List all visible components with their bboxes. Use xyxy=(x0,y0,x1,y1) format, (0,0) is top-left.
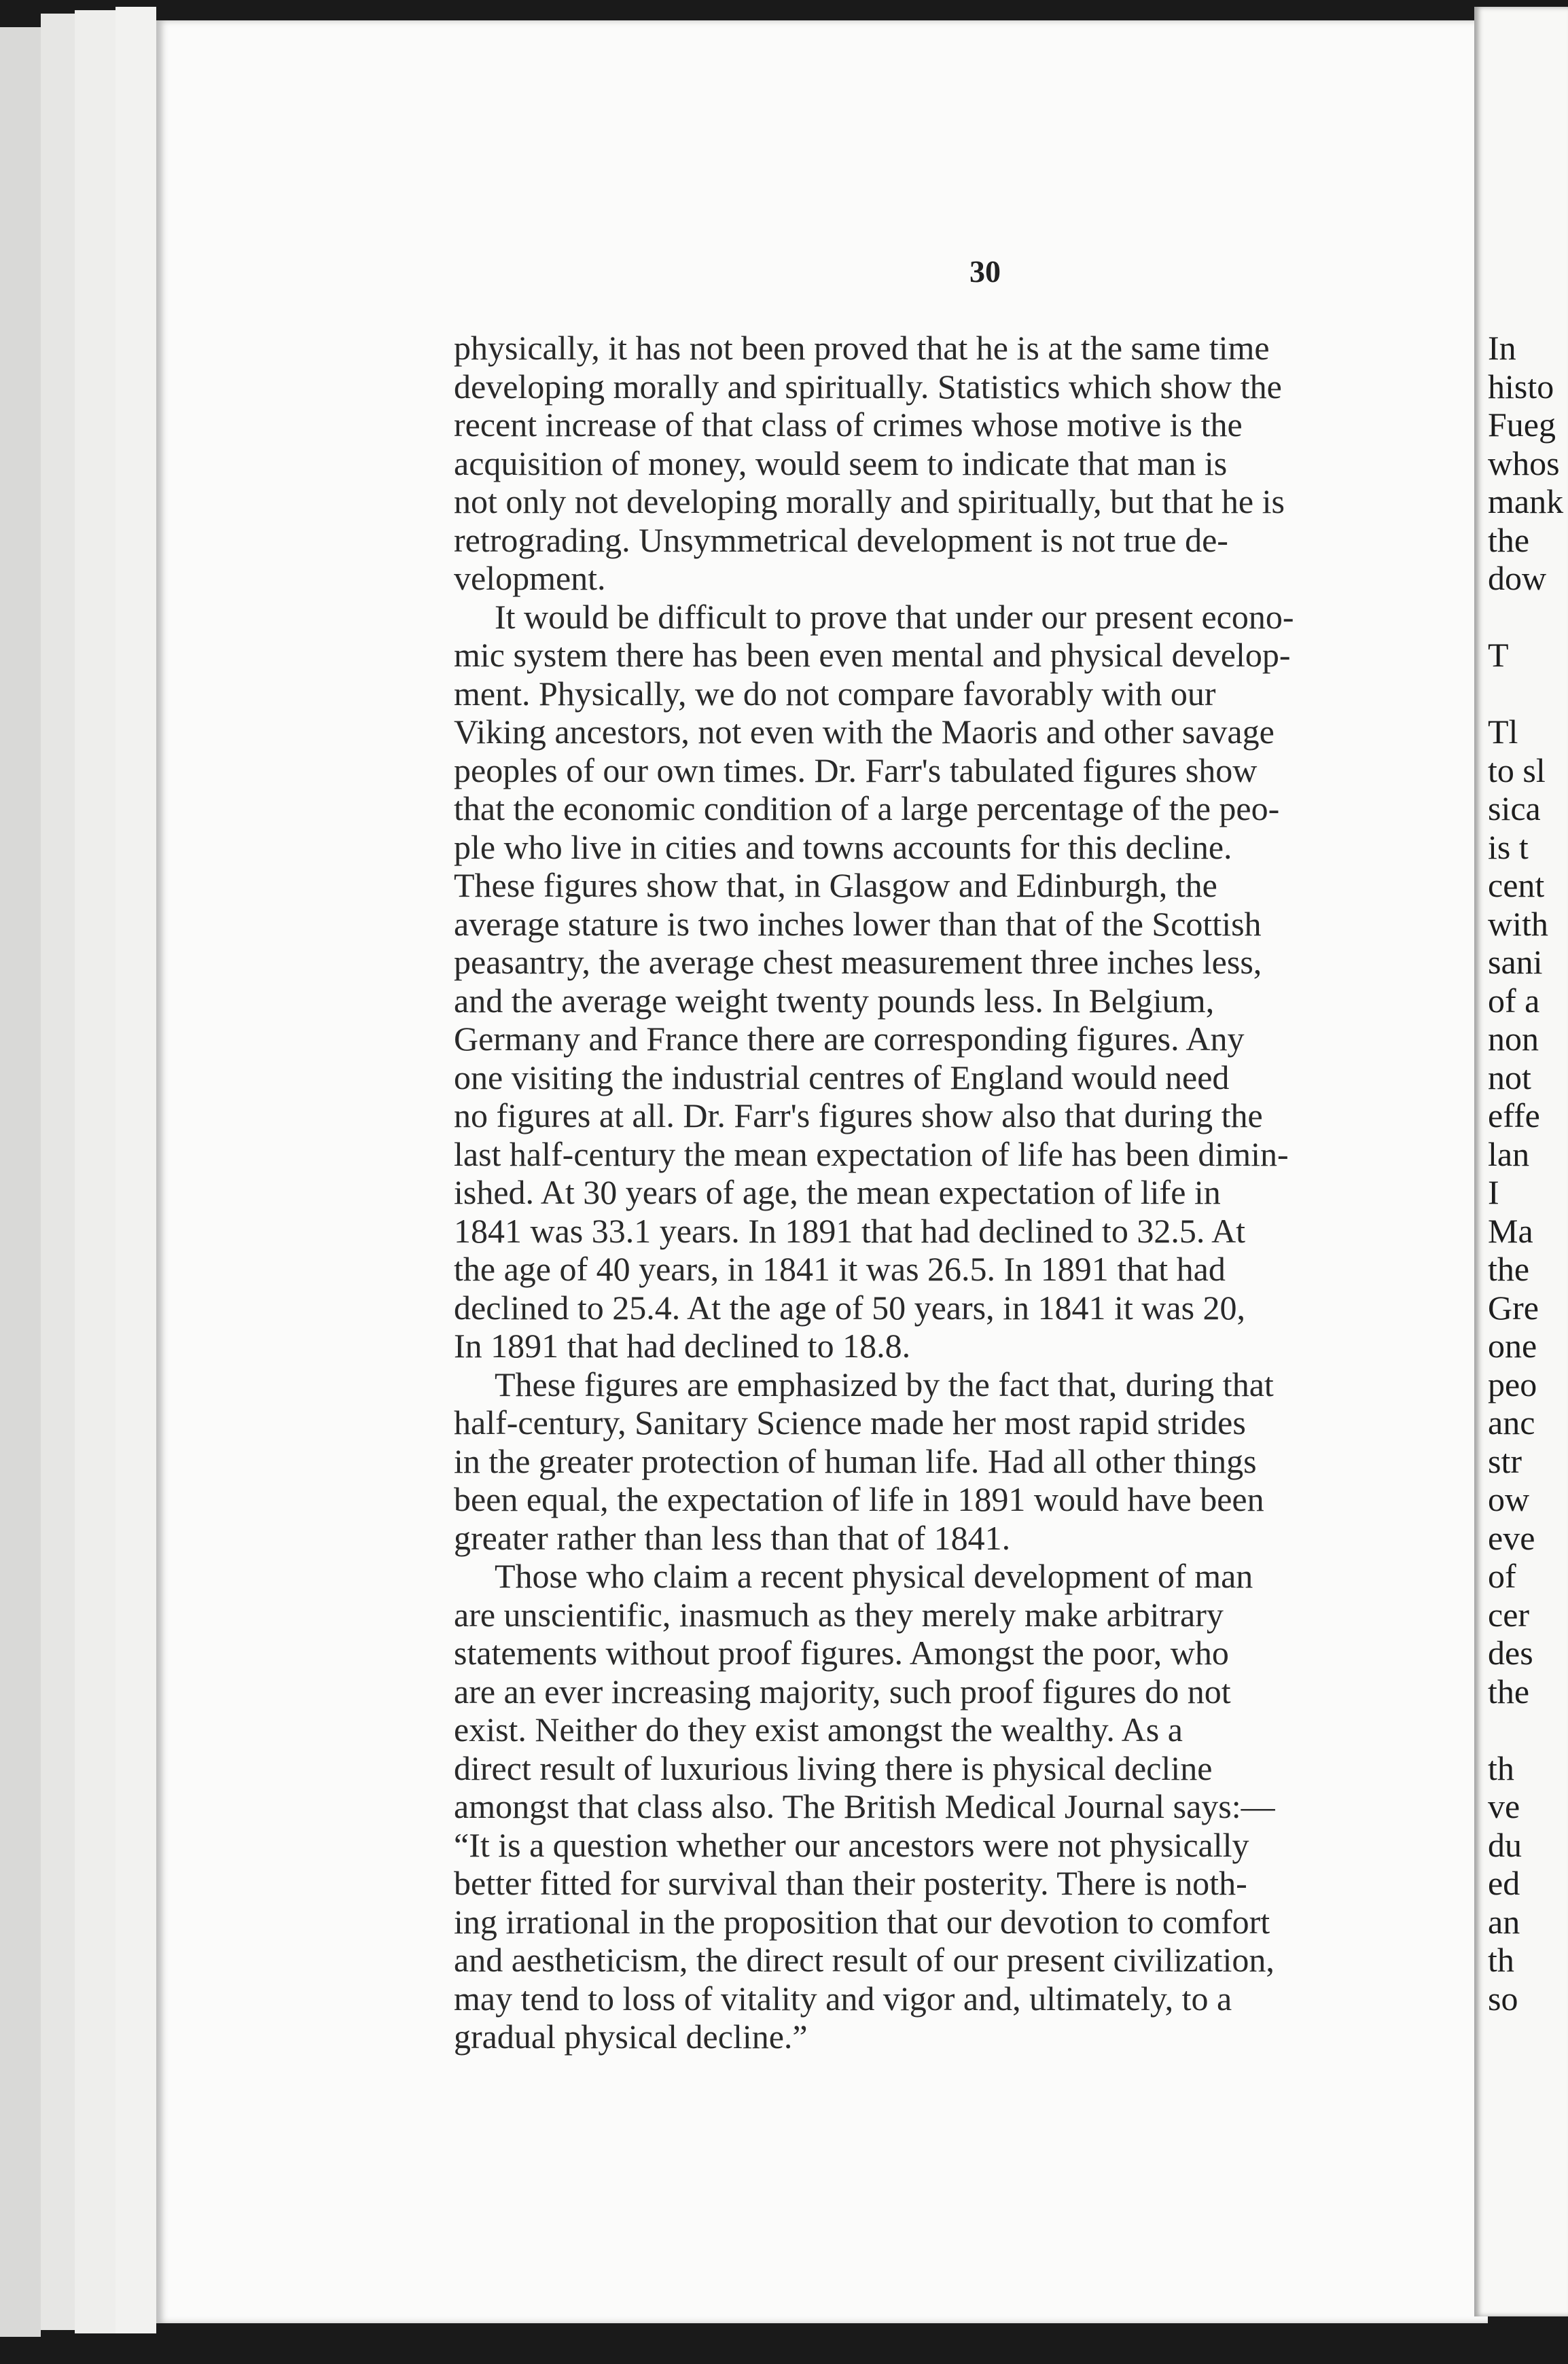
adjacent-page-text-fragment: th xyxy=(1488,1749,1514,1787)
adjacent-page-text-fragment: whos xyxy=(1488,444,1560,482)
adjacent-page-text-fragment: ow xyxy=(1488,1480,1530,1518)
text-line: acquisition of money, would seem to indicate that man is xyxy=(454,444,1228,482)
text-line: no figures at all. Dr. Farr's figures show also that during the xyxy=(454,1096,1263,1134)
adjacent-page-text-fragment: of a xyxy=(1488,982,1540,1020)
text-line: direct result of luxurious living there is physical decline xyxy=(454,1749,1213,1787)
text-line: retrograding. Unsymmetrical development is not true de- xyxy=(454,520,1228,559)
adjacent-page-text-fragment: In xyxy=(1488,329,1516,367)
adjacent-page-text-fragment: sica xyxy=(1488,789,1541,827)
text-line: It would be difficult to prove that under our present econo- xyxy=(495,597,1294,636)
text-line: recent increase of that class of crimes whose motive is the xyxy=(454,406,1243,444)
text-line: exist. Neither do they exist amongst the wealthy. As a xyxy=(454,1711,1183,1749)
page-stack-edge xyxy=(41,14,75,2330)
text-line: Viking ancestors, not even with the Maoris and other savage xyxy=(454,713,1275,751)
text-line: ished. At 30 years of age, the mean expectation of life in xyxy=(454,1173,1221,1211)
adjacent-page-text-fragment: histo xyxy=(1488,368,1554,406)
adjacent-page-text-fragment: not xyxy=(1488,1058,1531,1096)
adjacent-page-text-fragment: the xyxy=(1488,1250,1530,1288)
adjacent-page-text-fragment: effe xyxy=(1488,1096,1540,1134)
text-line: ment. Physically, we do not compare favorably with our xyxy=(454,674,1216,713)
text-line: peasantry, the average chest measurement three inches less, xyxy=(454,943,1262,981)
adjacent-page-text-fragment: peo xyxy=(1488,1365,1537,1403)
adjacent-page-text-fragment: an xyxy=(1488,1903,1520,1941)
text-line: These figures are emphasized by the fact that, during that xyxy=(495,1365,1274,1403)
adjacent-page-text-fragment: Gre xyxy=(1488,1289,1539,1327)
text-line: are an ever increasing majority, such proof figures do not xyxy=(454,1672,1231,1711)
text-line: velopment. xyxy=(454,559,606,597)
text-line: “It is a question whether our ancestors were not physically xyxy=(454,1825,1249,1864)
page-stack-edge xyxy=(0,27,41,2337)
adjacent-page-text-fragment: the xyxy=(1488,1672,1530,1711)
adjacent-page-text-fragment: eve xyxy=(1488,1519,1535,1557)
adjacent-page-text-fragment: the xyxy=(1488,521,1530,559)
page-stack-edge xyxy=(115,7,156,2333)
text-line: ing irrational in the proposition that our devotion to comfort xyxy=(454,1902,1270,1941)
text-line: and the average weight twenty pounds less. In Belgium, xyxy=(454,981,1215,1020)
adjacent-page-text-fragment: dow xyxy=(1488,559,1547,597)
adjacent-page-text-fragment: anc xyxy=(1488,1403,1535,1441)
adjacent-page-text-fragment: T xyxy=(1488,636,1509,674)
text-line: better fitted for survival than their posterity. There is noth- xyxy=(454,1864,1247,1902)
text-line: and aestheticism, the direct result of our present civilization, xyxy=(454,1941,1275,1979)
adjacent-page-text-fragment: lan xyxy=(1488,1135,1530,1173)
text-line: physically, it has not been proved that he is at the same time xyxy=(454,329,1270,367)
text-line: gradual physical decline.” xyxy=(454,2018,808,2056)
text-line: average stature is two inches lower than that of the Scottish xyxy=(454,904,1262,943)
text-line: peoples of our own times. Dr. Farr's tabulated figures show xyxy=(454,751,1258,789)
adjacent-page-text-fragment: so xyxy=(1488,1980,1518,2018)
text-line: half-century, Sanitary Science made her most rapid strides xyxy=(454,1403,1246,1441)
text-line: that the economic condition of a large percentage of the peo- xyxy=(454,789,1280,827)
page-stack-edge xyxy=(75,10,115,2333)
adjacent-page-text-fragment: Fueg xyxy=(1488,406,1556,444)
text-line: the age of 40 years, in 1841 it was 26.5. In 1891 that had xyxy=(454,1250,1226,1288)
adjacent-page-text-fragment: non xyxy=(1488,1020,1539,1058)
text-line: may tend to loss of vitality and vigor and, ultimately, to a xyxy=(454,1979,1232,2018)
adjacent-page-text-fragment: is t xyxy=(1488,828,1529,866)
adjacent-page-text-fragment: des xyxy=(1488,1634,1533,1672)
adjacent-page-text-fragment: with xyxy=(1488,905,1548,943)
adjacent-page-text-fragment: cer xyxy=(1488,1596,1530,1634)
text-line: greater rather than less than that of 1841. xyxy=(454,1518,1011,1557)
text-line: one visiting the industrial centres of England would need xyxy=(454,1058,1230,1096)
text-line: developing morally and spiritually. Statistics which show the xyxy=(454,367,1282,406)
adjacent-page-text-fragment: to sl xyxy=(1488,751,1546,789)
adjacent-page-text-fragment: ed xyxy=(1488,1864,1520,1902)
adjacent-page-text-fragment: du xyxy=(1488,1826,1522,1864)
adjacent-page-text-fragment: sani xyxy=(1488,943,1543,981)
adjacent-page-text-fragment: one xyxy=(1488,1327,1537,1365)
text-line: declined to 25.4. At the age of 50 years, in 1841 it was 20, xyxy=(454,1288,1246,1327)
page-body-text xyxy=(454,329,1493,2056)
adjacent-page-text-fragment: mank xyxy=(1488,482,1564,520)
text-line: been equal, the expectation of life in 1891 would have been xyxy=(454,1480,1264,1518)
adjacent-page-text-fragment: of xyxy=(1488,1557,1516,1595)
text-line: mic system there has been even mental and physical develop- xyxy=(454,636,1291,674)
adjacent-page-text-fragment: I xyxy=(1488,1173,1499,1211)
adjacent-page-text-fragment: cent xyxy=(1488,866,1545,904)
adjacent-page-text-fragment: Ma xyxy=(1488,1212,1533,1250)
text-line: not only not developing morally and spiritually, but that he is xyxy=(454,482,1285,520)
text-line: ple who live in cities and towns accounts for this decline. xyxy=(454,827,1232,866)
text-line: statements without proof figures. Amongst the poor, who xyxy=(454,1634,1229,1672)
text-line: in the greater protection of human life. Had all other things xyxy=(454,1441,1257,1480)
text-line: are unscientific, inasmuch as they merely make arbitrary xyxy=(454,1595,1224,1634)
adjacent-page-text-fragment: Tl xyxy=(1488,713,1518,751)
text-line: These figures show that, in Glasgow and Edinburgh, the xyxy=(454,866,1217,904)
text-line: Those who claim a recent physical development of man xyxy=(495,1557,1253,1595)
text-line: 1841 was 33.1 years. In 1891 that had declined to 32.5. At xyxy=(454,1211,1246,1250)
text-line: Germany and France there are corresponding figures. Any xyxy=(454,1020,1245,1058)
text-line: amongst that class also. The British Medical Journal says:— xyxy=(454,1787,1275,1825)
text-line: last half-century the mean expectation of life has been dimin- xyxy=(454,1134,1289,1173)
adjacent-page-text-fragment: str xyxy=(1488,1442,1522,1480)
text-line: In 1891 that had declined to 18.8. xyxy=(454,1327,911,1365)
page-number: 30 xyxy=(969,254,1001,289)
adjacent-page-text-fragment: ve xyxy=(1488,1787,1520,1825)
adjacent-page-text-fragment: th xyxy=(1488,1941,1514,1979)
